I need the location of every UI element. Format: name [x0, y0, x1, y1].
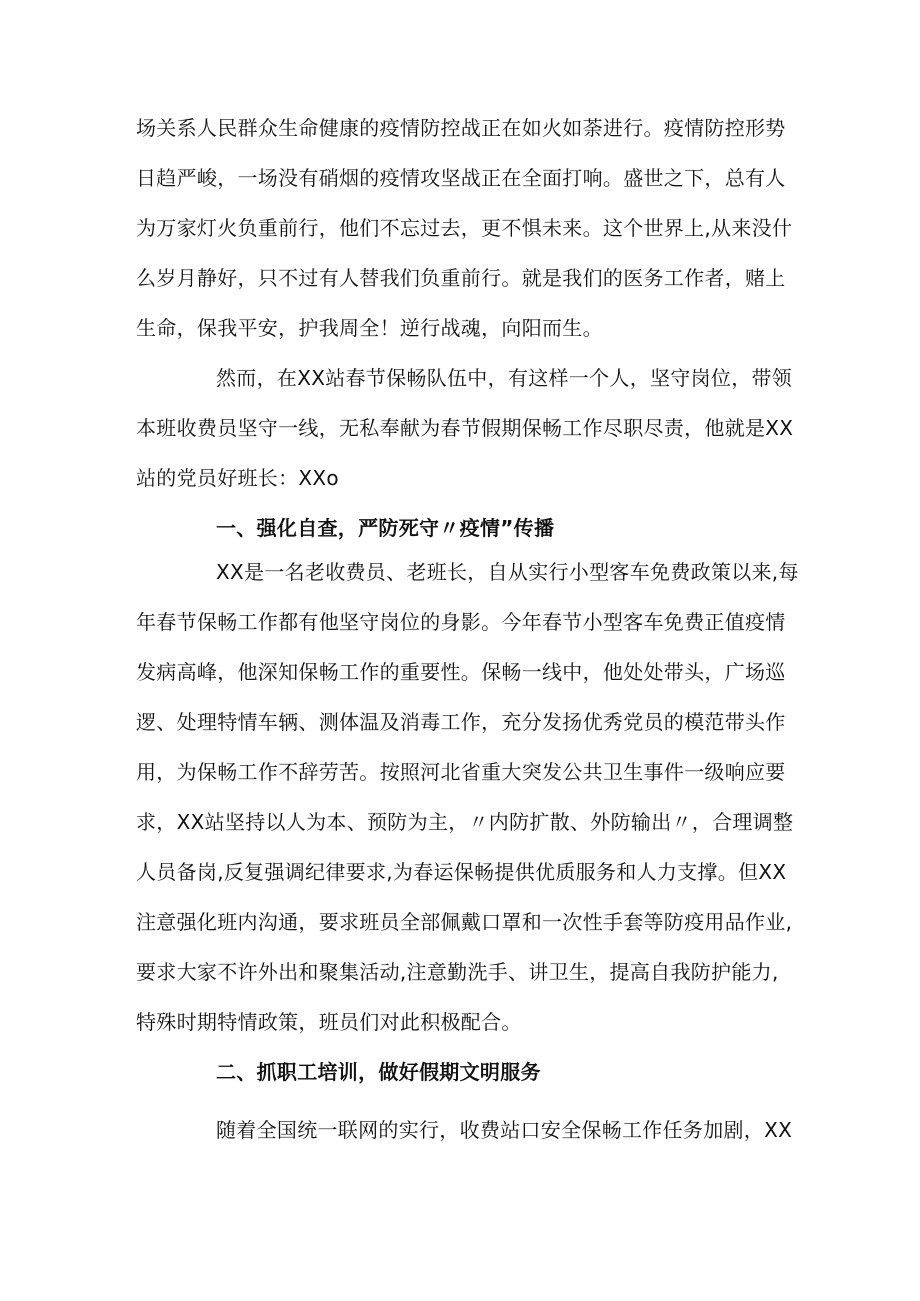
paragraph-3-line-1: XX是一名老收费员、老班长，自从实行小型客车免费政策以来,每 [216, 560, 799, 584]
paragraph-1-line-2: 日趋严峻，一场没有硝烟的疫情攻坚战正在全面打响。盛世之下，总有人 [136, 166, 786, 190]
section-heading-1: 一、强化自查，严防死守〃疫情”传播 [216, 516, 555, 540]
paragraph-1-line-5: 生命，保我平安，护我周全！逆行战魂，向阳而生。 [136, 316, 603, 340]
paragraph-2-line-1: 然而，在XX站春节保畅队伍中，有这样一个人，坚守岗位，带领 [216, 366, 793, 390]
paragraph-3-line-7: 人员备岗,反复强调纪律要求,为春运保畅提供优质服务和人力支撑。但XX [136, 860, 787, 884]
paragraph-3-line-2: 年春节保畅工作都有他坚守岗位的身影。今年春节小型客车免费正值疫情 [136, 610, 786, 634]
paragraph-3-line-10: 特殊时期特情政策，班员们对此积极配合。 [136, 1010, 522, 1034]
paragraph-3-line-4: 逻、处理特情车辆、测体温及消毒工作，充分发扬优秀党员的模范带头作 [136, 710, 786, 734]
paragraph-1-line-1: 场关系人民群众生命健康的疫情防控战正在如火如荼进行。疫情防控形势 [136, 116, 786, 140]
paragraph-3-line-8: 注意强化班内沟通，要求班员全部佩戴口罩和一次性手套等防疫用品作业, [136, 910, 793, 934]
paragraph-3-line-5: 用，为保畅工作不辞劳苦。按照河北省重大突发公共卫生事件一级响应要 [136, 760, 786, 784]
paragraph-3-line-6: 求，XX站坚持以人为本、预防为主，〃内防扩散、外防输出〃，合理调整 [136, 810, 794, 834]
paragraph-3-line-9: 要求大家不许外出和聚集活动,注意勤洗手、讲卫生，提高自我防护能力, [136, 960, 779, 984]
section-heading-2: 二、抓职工培训，做好假期文明服务 [216, 1060, 541, 1084]
paragraph-1-line-3: 为万家灯火负重前行，他们不忘过去，更不惧未来。这个世界上,从来没什 [136, 216, 793, 240]
paragraph-2-line-2: 本班收费员坚守一线，无私奉献为春节假期保畅工作尽职尽责，他就是XX [136, 416, 794, 440]
paragraph-3-line-3: 发病高峰，他深知保畅工作的重要性。保畅一线中，他处处带头，广场巡 [136, 660, 786, 684]
paragraph-2-line-3: 站的党员好班长：XXo [136, 466, 339, 490]
paragraph-4-line-1: 随着全国统一联网的实行，收费站口安全保畅工作任务加剧，XX [216, 1118, 793, 1142]
paragraph-1-line-4: 么岁月静好，只不过有人替我们负重前行。就是我们的医务工作者，赌上 [136, 266, 786, 290]
